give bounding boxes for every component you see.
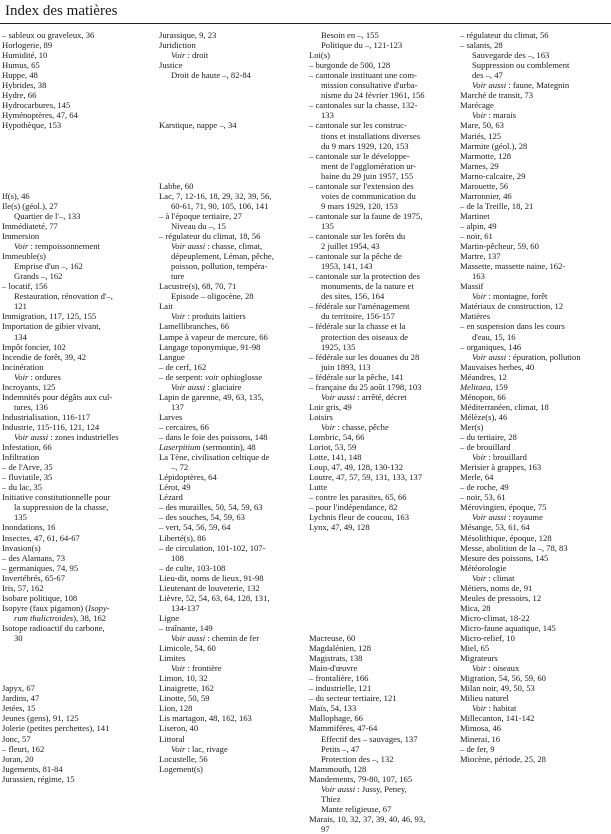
index-entry: des sites, 156, 164 xyxy=(321,291,385,302)
index-entry: Magdalénien, 128 xyxy=(309,643,372,654)
index-entry: Mariés, 125 xyxy=(460,130,502,141)
index-entry: la suppression de la chasse, xyxy=(14,502,109,513)
index-entry: Mesure des poissons, 145 xyxy=(460,552,549,563)
index-entry: Voir : produits laitiers xyxy=(171,311,246,322)
index-entry: du territoire, 156-157 xyxy=(321,311,395,322)
index-entry: Littoral xyxy=(159,733,185,744)
index-entry: Voir : marais xyxy=(472,110,516,121)
index-entry: – fédérale sur la chasse et la xyxy=(309,321,406,332)
index-entry: – de la Treille, 18, 21 xyxy=(460,200,534,211)
index-entry: Marouette, 56 xyxy=(460,180,509,191)
index-entry: Locustelle, 56 xyxy=(159,753,208,764)
index-entry: Mare, 50, 63 xyxy=(460,120,504,131)
index-entry: Lombric, 54, 66 xyxy=(309,432,365,442)
index-entry: – des souches, 54, 59, 63 xyxy=(159,512,245,523)
index-entry: – de culte, 103-108 xyxy=(159,562,226,573)
index-entry: Langage toponymique, 91-98 xyxy=(159,341,261,352)
index-entry: – cantonale sur la pêche de xyxy=(309,251,402,262)
index-entry: Matières xyxy=(460,311,491,322)
index-entry: Liberté(s), 86 xyxy=(159,532,206,543)
index-entry: Jardins, 47 xyxy=(2,693,40,704)
index-entry: – cercaires, 66 xyxy=(159,421,209,432)
index-entry: Matériaux de construction, 12 xyxy=(460,301,564,312)
index-entry: Loriot, 53, 59 xyxy=(309,442,357,453)
index-entry: Micro-relief, 10 xyxy=(460,633,515,643)
index-entry: du 9 mars 1929, 120, 153 xyxy=(321,140,409,151)
index-entry: 163 xyxy=(472,271,485,282)
index-entry: – cantonales sur la chasse, 132- xyxy=(309,100,418,111)
index-entry: 134-137 xyxy=(171,602,200,613)
index-entry: Métiers, noms de, 91 xyxy=(460,582,533,593)
index-entry: Isopyre (faux pigamon) (Isopy- xyxy=(2,602,110,613)
index-entry: Industrialisation, 116-117 xyxy=(2,411,91,422)
index-entry: Lychnis fleur de coucou, 163 xyxy=(309,512,409,523)
index-entry: Météorologie xyxy=(460,562,507,573)
index-entry: 30 xyxy=(14,633,23,643)
index-entry: Importation de gibier vivant, xyxy=(2,321,101,332)
index-entry: – en suspension dans les cours xyxy=(460,321,565,332)
index-entry: Voir : brouillard xyxy=(472,452,527,463)
index-entry: Main-d'œuvre xyxy=(309,663,358,674)
index-entry: – salants, 28 xyxy=(460,40,503,51)
index-entry: 97 xyxy=(321,823,330,834)
index-entry: – fluviatile, 35 xyxy=(2,472,53,483)
index-entry: – locatif, 156 xyxy=(2,281,48,292)
index-entry: Suppression ou comblement xyxy=(472,60,570,71)
index-entry: Humidité, 10 xyxy=(2,50,48,61)
index-entry: Mante religieuse, 67 xyxy=(321,803,392,814)
index-entry: Ile(s) (géol.), 27 xyxy=(2,200,58,211)
index-entry: Miocène, période, 25, 28 xyxy=(460,753,546,764)
index-entry: Effectif des – sauvages, 137 xyxy=(321,733,418,744)
index-entry: Hyménoptères, 47, 64 xyxy=(2,110,78,121)
index-entry: Marmotte, 128 xyxy=(460,150,512,161)
index-entry: Loisirs xyxy=(309,411,333,422)
index-entry: – des Alamans, 73 xyxy=(2,552,66,563)
index-entry: – burgonde de 500, 128 xyxy=(309,60,391,71)
index-entry: 135 xyxy=(14,512,27,523)
index-entry: Marno-calcaire, 29 xyxy=(460,170,526,181)
index-entry: Lièvre, 52, 54, 63, 64, 128, 131, xyxy=(159,592,270,603)
index-entry: Lis martagon, 48, 162, 163 xyxy=(159,713,252,724)
index-entry: Miel, 65 xyxy=(460,643,490,654)
index-entry: Incendie de forêt, 39, 42 xyxy=(2,351,86,362)
index-entry: Huppe, 48 xyxy=(2,70,38,81)
index-entry: Linotte, 50, 59 xyxy=(159,693,210,704)
index-entry: Horlogerie, 89 xyxy=(2,40,53,51)
index-entry: Voir aussi : glaciaire xyxy=(171,381,242,392)
index-entry: Mica, 28 xyxy=(460,602,491,613)
index-entry: 133 xyxy=(321,110,334,121)
index-entry: Lépidoptères, 64 xyxy=(159,472,217,483)
index-entry: Limicole, 54, 60 xyxy=(159,643,216,654)
index-entry: Lotte, 141, 148 xyxy=(309,452,362,463)
index-entry: – du tertiaire, 28 xyxy=(460,432,517,442)
index-entry: Industrie, 115-116, 121, 124 xyxy=(2,421,100,432)
index-entry: Humus, 65 xyxy=(2,60,40,71)
index-entry: Maïs, 54, 133 xyxy=(309,703,357,714)
index-entry: Isotope radioactif du carbone, xyxy=(2,622,105,633)
index-entry: – à l'époque tertiaire, 27 xyxy=(159,210,242,221)
index-entry: – germaniques, 74, 95 xyxy=(2,562,79,573)
index-entry: Restauration, rénovation d'–, xyxy=(14,291,113,302)
index-entry: Jugements, 81-84 xyxy=(2,763,63,774)
index-entry: Messe, abolition de la –, 78, 83 xyxy=(460,542,568,553)
index-entry: 135 xyxy=(321,220,334,231)
index-entry: Martre, 137 xyxy=(460,251,501,262)
index-entry: Politique du –, 121-123 xyxy=(321,40,403,51)
index-entry: Melitaea, 159 xyxy=(460,381,508,392)
index-entry: Merisier à grappes, 163 xyxy=(460,462,542,473)
index-entry: If(s), 46 xyxy=(2,190,30,201)
index-entry: Besoin en –, 155 xyxy=(321,30,379,40)
index-entry: tions et installations diverses xyxy=(321,130,421,141)
index-entry: – contre les parasites, 65, 66 xyxy=(309,492,407,503)
index-entry: Larves xyxy=(159,411,183,422)
index-entry: – cantonale sur le développe- xyxy=(309,150,410,161)
index-entry: Invertébrés, 65-67 xyxy=(2,572,65,583)
index-entry: Invasion(s) xyxy=(2,542,41,553)
index-entry: Minerai, 16 xyxy=(460,733,501,744)
index-entry: – noir, 53, 61 xyxy=(460,492,506,503)
index-entry: Loup, 47, 49, 128, 130-132 xyxy=(309,462,404,473)
index-entry: Massette, massette naine, 162- xyxy=(460,261,566,272)
index-entry: Voir : climat xyxy=(472,572,515,583)
index-entry: – fédérale sur la pêche, 141 xyxy=(309,371,404,382)
index-entry: Voir aussi : chemin de fer xyxy=(171,633,260,643)
index-entry: Labbe, 60 xyxy=(159,180,194,191)
index-entry: Voir : ordures xyxy=(14,371,61,382)
index-entry: Infiltration xyxy=(2,452,40,463)
index-entry: Macreuse, 60 xyxy=(309,633,356,643)
index-entry: – vert, 54, 56, 59, 64 xyxy=(159,522,231,533)
index-entry: tures, 136 xyxy=(14,401,48,412)
index-entry: Méandres, 12 xyxy=(460,371,507,382)
index-entry: Jeunes (gens), 91, 125 xyxy=(2,713,79,724)
index-entry: – cantonale sur les forêts du xyxy=(309,231,406,241)
index-entry: Lérot, 49 xyxy=(159,482,191,493)
index-entry: Mammouth, 128 xyxy=(309,763,367,774)
index-entry: Mandements, 79-80, 107, 165 xyxy=(309,773,413,784)
index-entry: Petits –, 47 xyxy=(321,743,360,754)
index-entry: Marécage xyxy=(460,100,494,111)
index-entry: dépeuplement, Léman, pêche, xyxy=(171,251,274,262)
index-entry: Lapin de garenne, 49, 63, 135, xyxy=(159,391,264,402)
index-entry: Voir aussi : Jussy, Peney, xyxy=(321,783,407,794)
index-entry: Magistrats, 138 xyxy=(309,653,363,664)
index-entry: – noir, 61 xyxy=(460,231,493,241)
index-entry: voies de communication du xyxy=(321,190,416,201)
index-entry: Voir : montagne, forêt xyxy=(472,291,548,302)
index-entry: Protection des –, 132 xyxy=(321,753,394,764)
index-entry: Marais, 10, 32, 37, 39, 40, 46, 93, xyxy=(309,813,426,824)
index-entry: – régulateur du climat, 18, 56 xyxy=(159,231,261,241)
index-entry: Marché de transit, 73 xyxy=(460,90,534,101)
index-entry: Lampe à vapeur de mercure, 66 xyxy=(159,331,268,342)
index-entry: – française du 25 août 1798, 103 xyxy=(309,381,422,392)
index-entry: Massif xyxy=(460,281,484,292)
index-entry: 134 xyxy=(14,331,27,342)
index-entry: Voir : droit xyxy=(171,50,209,61)
index-entry: Japyx, 67 xyxy=(2,683,35,694)
index-entry: Lion, 128 xyxy=(159,703,193,714)
index-entry: Voir aussi : arrêté, décret xyxy=(321,391,407,402)
index-entry: Loi(s) xyxy=(309,50,331,61)
index-entry: Voir : frontière xyxy=(171,663,222,674)
index-entry: Inondations, 16 xyxy=(2,522,56,533)
index-entry: 2 juillet 1954, 43 xyxy=(321,241,380,252)
index-entry: Voir : habitat xyxy=(472,703,517,714)
index-entry: Mimosa, 46 xyxy=(460,723,502,734)
index-entry: Jurassique, 9, 23 xyxy=(159,30,217,40)
index-entry: – cantonale sur les construc- xyxy=(309,120,407,131)
index-entry: Lézard xyxy=(159,492,183,503)
index-entry: 1925, 135 xyxy=(321,341,356,352)
index-entry: Voir aussi : épuration, pollution xyxy=(472,351,581,362)
index-entry: Insectes, 47, 61, 64-67 xyxy=(2,532,80,543)
header-rule xyxy=(0,23,611,24)
index-entry: juin 1893, 113 xyxy=(321,361,371,372)
index-entry: Sauvegarde des –, 163 xyxy=(472,50,550,61)
index-entry: – industrielle, 121 xyxy=(309,683,372,694)
index-entry: – de serpent: voir ophioglosse xyxy=(159,371,263,382)
index-entry: ment de l'agglomération ur- xyxy=(321,160,417,171)
index-entry: Laserpitium (sermontin), 48 xyxy=(159,442,256,453)
index-entry: Mer(s) xyxy=(460,421,484,432)
index-entry: Incinération xyxy=(2,361,44,372)
index-entry: Jurassien, régime, 15 xyxy=(2,773,75,784)
index-entry: rum thalictroides), 38, 162 xyxy=(14,612,107,623)
index-entry: 121 xyxy=(14,301,27,312)
index-entry: Martinet xyxy=(460,210,490,221)
index-entry: Immeuble(s) xyxy=(2,251,46,262)
index-entry: Lieu-dit, noms de lieux, 91-98 xyxy=(159,572,264,583)
index-entry: Initiative constitutionnelle pour xyxy=(2,492,111,503)
index-entry: – de circulation, 101-102, 107- xyxy=(159,542,266,553)
index-entry: Ligne xyxy=(159,612,180,623)
index-entry: Voir : oiseaux xyxy=(472,663,520,674)
index-entry: Jonc, 57 xyxy=(2,733,31,744)
index-entry: Thiez xyxy=(321,793,341,804)
index-entry: Droit de haute –, 82-84 xyxy=(171,70,251,81)
index-entry: – de fer, 9 xyxy=(460,743,495,754)
index-entry: Voir : chasse, pêche xyxy=(321,421,389,432)
index-entry: Meules de pressoirs, 12 xyxy=(460,592,542,603)
index-entry: Incroyants, 125 xyxy=(2,381,56,392)
index-entry: mission consultative d'urba- xyxy=(321,80,418,91)
index-entry: Migrateurs xyxy=(460,653,498,664)
index-entry: Justice xyxy=(159,60,183,71)
index-entry: Loir gris, 49 xyxy=(309,401,352,412)
index-entry: Voir aussi : faune, Mategnin xyxy=(472,80,570,91)
index-entry: Lait xyxy=(159,301,173,312)
index-entry: – cantonale sur la protection des xyxy=(309,271,420,282)
index-entry: – cantonale sur la faune de 1975, xyxy=(309,210,423,221)
index-entry: Milan noir, 49, 50, 53 xyxy=(460,683,535,694)
index-entry: nisme du 24 février 1961, 156 xyxy=(321,90,425,101)
index-entry: Limon, 10, 32 xyxy=(159,673,208,684)
index-entry: – régulateur du climat, 56 xyxy=(460,30,549,40)
index-entry: Méditerranéen, climat, 18 xyxy=(460,401,549,412)
index-entry: La Tène, civilisation celtique de xyxy=(159,452,270,463)
index-entry: Lamellibranches, 66 xyxy=(159,321,230,332)
index-entry: Mésolithique, époque, 128 xyxy=(460,532,552,543)
index-entry: – de roche, 49 xyxy=(460,482,509,493)
index-entry: Infestation, 66 xyxy=(2,442,52,453)
index-entry: Hypothèque, 153 xyxy=(2,120,62,131)
index-entry: Joran, 20 xyxy=(2,753,34,764)
index-entry: – frontalière, 166 xyxy=(309,673,369,684)
index-entry: Loutre, 47, 57, 59, 131, 133, 137 xyxy=(309,472,423,483)
index-entry: Mammifères, 47-64 xyxy=(309,723,378,734)
index-entry: Episode – oligocène, 28 xyxy=(171,291,254,302)
index-entry: Isobare politique, 108 xyxy=(2,592,78,603)
index-entry: Mallophage, 66 xyxy=(309,713,363,724)
index-entry: Liseron, 40 xyxy=(159,723,199,734)
index-entry: Immersion xyxy=(2,231,40,241)
index-entry: Marnes, 29 xyxy=(460,160,499,171)
index-entry: Iris, 57, 162 xyxy=(2,582,44,593)
index-entry: ture xyxy=(171,271,185,282)
index-entry: Merle, 64 xyxy=(460,472,494,483)
index-entry: – organiques, 146 xyxy=(460,341,522,352)
index-entry: Langue xyxy=(159,351,185,362)
index-entry: – alpin, 49 xyxy=(460,220,497,231)
index-entry: – de cerf, 162 xyxy=(159,361,207,372)
index-entry: Marmite (géol.), 28 xyxy=(460,140,528,151)
index-entry: Lutte xyxy=(309,482,328,493)
index-entry: Jolerie (petites perchettes), 141 xyxy=(2,723,110,734)
index-entry: Hydre, 66 xyxy=(2,90,37,101)
index-entry: Mérovingien, époque, 75 xyxy=(460,502,547,513)
index-entry: Mélèze(s), 46 xyxy=(460,411,508,422)
index-entry: Impôt foncier, 102 xyxy=(2,341,66,352)
index-entry: Marronnier, 46 xyxy=(460,190,512,201)
index-entry: Voir aussi : chasse, climat, xyxy=(171,241,263,252)
index-entry: –, 72 xyxy=(171,462,189,473)
page-title: Index des matières xyxy=(5,3,118,19)
index-entry: – des murailles, 50, 54, 59, 63 xyxy=(159,502,263,513)
index-entry: – fleuri, 162 xyxy=(2,743,45,754)
index-entry: baine du 29 juin 1957, 155 xyxy=(321,170,414,181)
index-entry: Millecanton, 141-142 xyxy=(460,713,535,724)
index-entry: – cantonale sur l'extension des xyxy=(309,180,414,191)
index-entry: Hydrocarbures, 145 xyxy=(2,100,71,111)
index-entry: Mauvaises herbes, 40 xyxy=(460,361,535,372)
index-entry: Micro-climat, 18-22 xyxy=(460,612,530,623)
index-entry: Lieutenant de louveterie, 132 xyxy=(159,582,260,593)
index-entry: – traînante, 149 xyxy=(159,622,213,633)
index-entry: Hybrides, 38 xyxy=(2,80,47,91)
index-entry: – de brouillard xyxy=(460,442,511,453)
index-entry: – sableux ou graveleux, 36 xyxy=(2,30,95,40)
index-entry: d'eau, 15, 16 xyxy=(472,331,516,342)
index-entry: Jetées, 15 xyxy=(2,703,36,714)
index-entry: Quartier de l'–, 133 xyxy=(14,210,81,221)
index-entry: 9 mars 1929, 120, 153 xyxy=(321,200,398,211)
index-entry: Immigration, 117, 125, 155 xyxy=(2,311,97,322)
index-entry: Juridiction xyxy=(159,40,196,51)
index-entry: Lac, 7, 12-16, 18, 29, 32, 39, 56, xyxy=(159,190,272,201)
index-entry: – du secteur tertiaire, 121 xyxy=(309,693,397,704)
index-entry: Martin-pêcheur, 59, 60 xyxy=(460,241,539,252)
index-entry: Grands –, 162 xyxy=(14,271,63,282)
index-entry: – dans le foie des poissons, 148 xyxy=(159,432,268,442)
index-entry: Voir : lac, rivage xyxy=(171,743,228,754)
index-entry: 1953, 141, 143 xyxy=(321,261,373,272)
index-entry: protection des oiseaux de xyxy=(321,331,409,342)
index-entry: Micro-faune aquatique, 145 xyxy=(460,622,556,633)
index-entry: Emprise d'un –, 162 xyxy=(14,261,83,272)
index-entry: poisson, pollution, tempéra- xyxy=(171,261,268,272)
index-entry: Voir aussi : royaume xyxy=(472,512,543,523)
index-entry: des –, 47 xyxy=(472,70,503,81)
index-entry: – cantonale instituant une com- xyxy=(309,70,417,81)
index-entry: 137 xyxy=(171,401,184,412)
index-entry: – de l'Arve, 35 xyxy=(2,462,53,473)
index-entry: Milieu naturel xyxy=(460,693,509,704)
index-entry: – du lac, 35 xyxy=(2,482,43,493)
index-entry: Logement(s) xyxy=(159,763,203,774)
index-entry: Immédiateté, 77 xyxy=(2,220,58,231)
index-entry: Karstique, nappe –, 34 xyxy=(159,120,237,131)
index-entry: Ménopon, 66 xyxy=(460,391,506,402)
index-entry: – pour l'indépendance, 82 xyxy=(309,502,398,513)
index-entry: Limites xyxy=(159,653,186,664)
index-entry: Niveau du –, 15 xyxy=(171,220,226,231)
index-entry: Mésange, 53, 61, 64 xyxy=(460,522,530,533)
index-entry: 108 xyxy=(171,552,184,563)
index-entry: Indemnités pour dégâts aux cul- xyxy=(2,391,113,402)
index-entry: Migration, 54, 56, 59, 60 xyxy=(460,673,546,684)
index-entry: Lynx, 47, 49, 128 xyxy=(309,522,370,533)
index-entry: monuments, de la nature et xyxy=(321,281,414,292)
index-entry: – fédérale sur l'aménagement xyxy=(309,301,410,312)
index-entry: – fédérale sur les douanes du 28 xyxy=(309,351,420,362)
index-entry: 60-61, 71, 90, 105, 106, 141 xyxy=(171,200,269,211)
index-entry: Lacustre(s), 68, 70, 71 xyxy=(159,281,237,292)
index-entry: Voir aussi : zones industrielles xyxy=(14,432,119,442)
index-entry: Voir : rempoissonnement xyxy=(14,241,100,252)
index-entry: Linaigrette, 162 xyxy=(159,683,214,694)
